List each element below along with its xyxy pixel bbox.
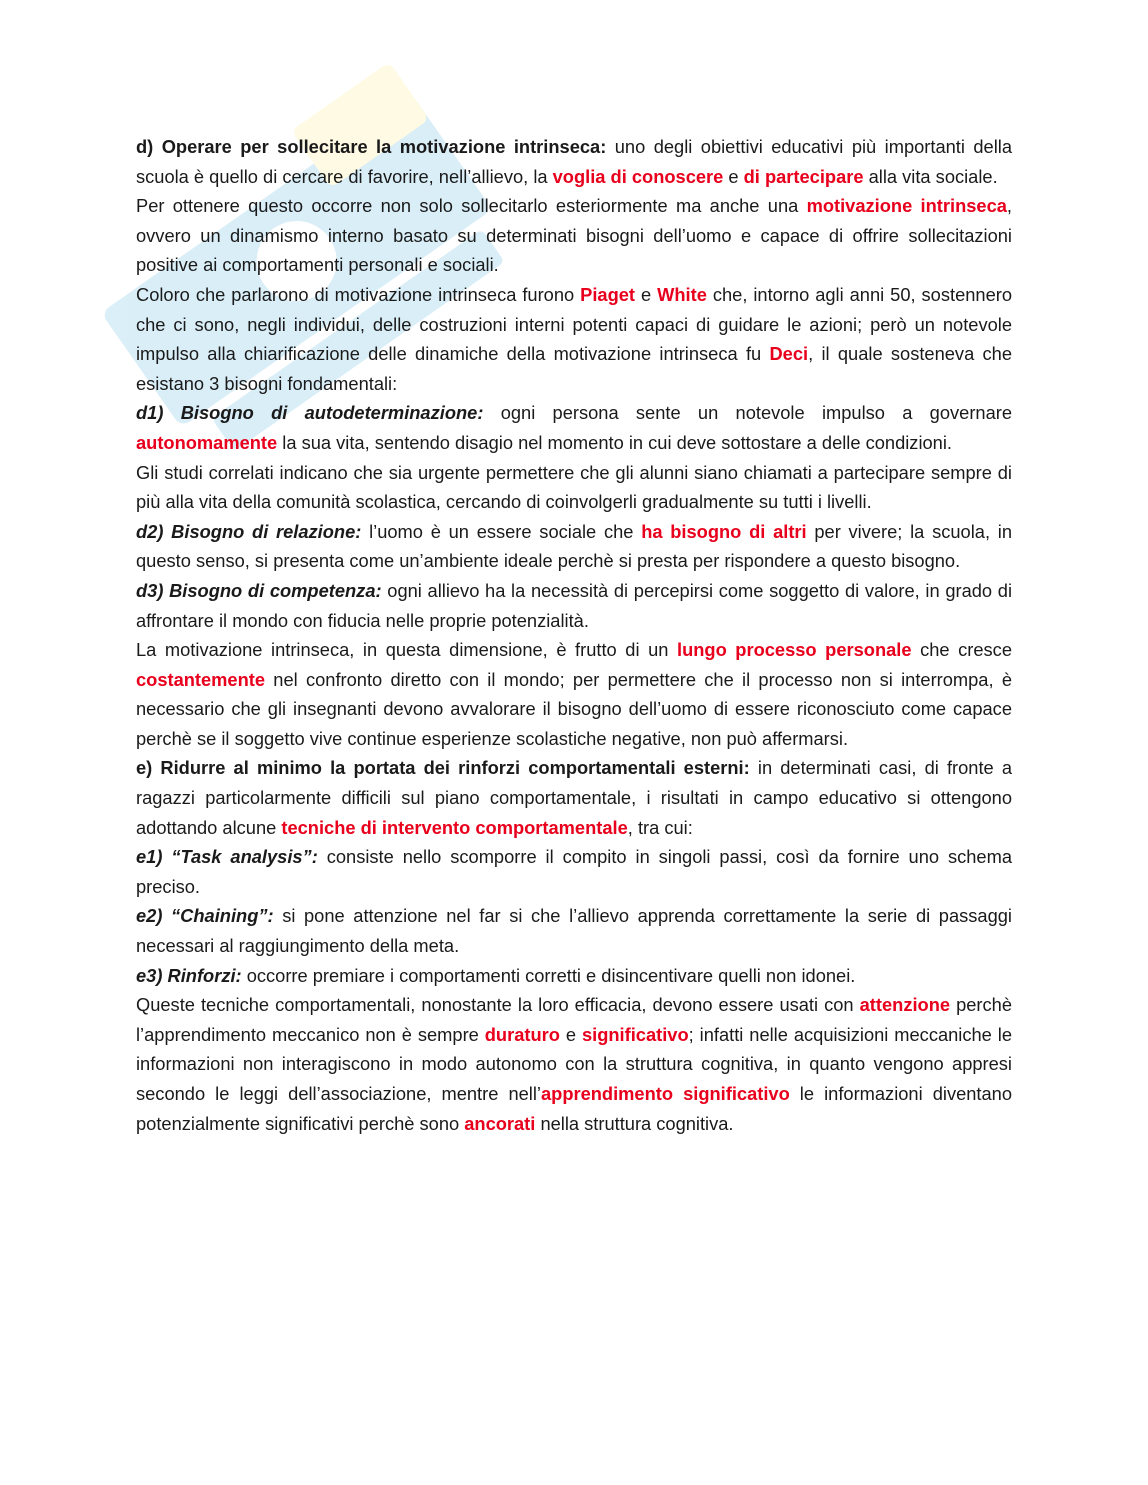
highlighted-term: Piaget bbox=[580, 283, 636, 305]
text-run: per vivere; la scuola, in questo senso, si presenta come un’ambiente ideale perchè si presta per rispondere a questo bisogno. bbox=[136, 520, 1012, 572]
text-run: ; infatti nelle acquisizioni meccaniche le informazioni non interagiscono in modo autonomo con la struttura cognitiva, in quanto vengono appresi secondo le leggi dell’associazione, mentre nell’ bbox=[136, 1023, 1012, 1104]
text-run: , ovvero un dinamismo interno basato su determinati bisogni dell’uomo e capace di offrire sollecitazioni positive ai comportamenti personali e sociali. bbox=[136, 195, 1012, 276]
section-heading: d) Operare per sollecitare la motivazione intrinseca: bbox=[136, 136, 607, 157]
paragraph bbox=[136, 753, 1012, 842]
highlighted-term: duraturo bbox=[484, 1023, 560, 1045]
text-run: occorre premiare i comportamenti corretti e disincentivare quelli non idonei. bbox=[241, 964, 856, 986]
document-body bbox=[136, 132, 1012, 1138]
text-run: , tra cui: bbox=[627, 816, 693, 838]
paragraph bbox=[136, 961, 1012, 991]
section-heading: d1) Bisogno di autodeterminazione: bbox=[136, 402, 484, 424]
paragraph bbox=[136, 990, 1012, 1138]
section-heading: e2) “Chaining”: bbox=[136, 905, 274, 927]
text-run: Queste tecniche comportamentali, nonostante la loro efficacia, devono essere usati con bbox=[136, 994, 860, 1016]
text-run: , il quale sosteneva che esistano 3 bisogni fondamentali: bbox=[136, 343, 1012, 394]
text-run: alla vita sociale. bbox=[863, 165, 998, 187]
text-run: Gli studi correlati indicano che sia urgente permettere che gli alunni siano chiamati a partecipare sempre di più alla vita della comunità scolastica, cercando di coinvolgerli gradualmente su tutti i livelli. bbox=[136, 461, 1012, 513]
paragraph bbox=[136, 576, 1012, 635]
text-run: nella struttura cognitiva. bbox=[535, 1112, 734, 1134]
section-heading: e) Ridurre al minimo la portata dei rinforzi comportamentali esterni: bbox=[136, 757, 750, 779]
text-run: Per ottenere questo occorre non solo sollecitarlo esteriormente ma anche una bbox=[136, 195, 807, 217]
highlighted-term: ancorati bbox=[464, 1112, 536, 1134]
highlighted-term: Deci bbox=[769, 343, 809, 365]
text-run: ogni persona sente un notevole impulso a governare bbox=[483, 402, 1012, 424]
text-run: la sua vita, sentendo disagio nel momento in cui deve sottostare a delle condizioni. bbox=[277, 431, 952, 453]
paragraph bbox=[136, 842, 1012, 901]
highlighted-term: lungo processo personale bbox=[676, 639, 912, 661]
text-run: consiste nello scomporre il compito in singoli passi, così da fornire uno schema preciso. bbox=[136, 846, 1012, 897]
highlighted-term: apprendimento significativo bbox=[540, 1083, 790, 1104]
highlighted-term: attenzione bbox=[859, 994, 951, 1016]
paragraph bbox=[136, 280, 1012, 398]
paragraph bbox=[136, 517, 1012, 576]
text-run: in determinati casi, di fronte a ragazzi particolarmente difficili sul piano comportamentale, i risultati in campo educativo si ottengono adottando alcune bbox=[136, 757, 1013, 838]
text-run: ogni allievo ha la necessità di percepirsi come soggetto di valore, in grado di affrontare il mondo con fiducia nelle proprie potenzialità. bbox=[136, 579, 1013, 631]
text-run: l’uomo è un essere sociale che bbox=[361, 520, 642, 542]
highlighted-term: costantemente bbox=[136, 668, 266, 690]
paragraph bbox=[136, 132, 1012, 191]
paragraph bbox=[136, 458, 1012, 517]
highlighted-term: voglia di conoscere bbox=[552, 165, 724, 187]
text-run: e bbox=[635, 283, 658, 305]
paragraph bbox=[136, 901, 1012, 960]
text-run: che, intorno agli anni 50, sostennero che ci sono, negli individui, delle costruzioni interni potenti capaci di guidare le azioni; però un notevole impulso alla chiarificazione delle dinamiche della motivazione intrinseca fu bbox=[136, 283, 1012, 365]
highlighted-term: di partecipare bbox=[743, 165, 864, 187]
text-run: si pone attenzione nel far si che l’allievo apprenda correttamente la serie di passaggi necessari al raggiungimento della meta. bbox=[136, 905, 1012, 957]
text-run: perchè l’apprendimento meccanico non è sempre bbox=[136, 994, 1012, 1045]
paragraph bbox=[136, 191, 1012, 280]
highlighted-term: motivazione intrinseca bbox=[806, 195, 1007, 217]
text-run: e bbox=[559, 1023, 582, 1045]
paragraph bbox=[136, 635, 1012, 753]
section-heading: d3) Bisogno di competenza: bbox=[136, 579, 382, 601]
text-run: nel confronto diretto con il mondo; per permettere che il processo non si interrompa, è necessario che gli insegnanti devono avvalorare il bisogno dell’uomo di essere riconosciuto come capace perchè se il soggetto vive continue esperienze scolastiche negative, non può affermarsi. bbox=[136, 668, 1012, 749]
paragraph bbox=[136, 398, 1012, 457]
text-run: uno degli obiettivi educativi più importanti della scuola è quello di cercare di favorire, nell’allievo, la bbox=[136, 136, 1013, 187]
highlighted-term: White bbox=[657, 283, 707, 305]
highlighted-term: tecniche di intervento comportamentale bbox=[281, 816, 628, 838]
text-run: e bbox=[723, 165, 744, 187]
text-run: che cresce bbox=[911, 639, 1012, 661]
section-heading: d2) Bisogno di relazione: bbox=[136, 520, 362, 542]
text-run: le informazioni diventano potenzialmente significativi perchè sono bbox=[136, 1083, 1012, 1134]
highlighted-term: autonomamente bbox=[136, 431, 278, 453]
highlighted-term: ha bisogno di altri bbox=[641, 520, 807, 542]
text-run: La motivazione intrinseca, in questa dimensione, è frutto di un bbox=[136, 639, 677, 661]
highlighted-term: significativo bbox=[581, 1023, 689, 1045]
text-run: Coloro che parlarono di motivazione intrinseca furono bbox=[136, 283, 581, 305]
section-heading: e3) Rinforzi: bbox=[136, 964, 242, 986]
section-heading: e1) “Task analysis”: bbox=[136, 846, 318, 868]
